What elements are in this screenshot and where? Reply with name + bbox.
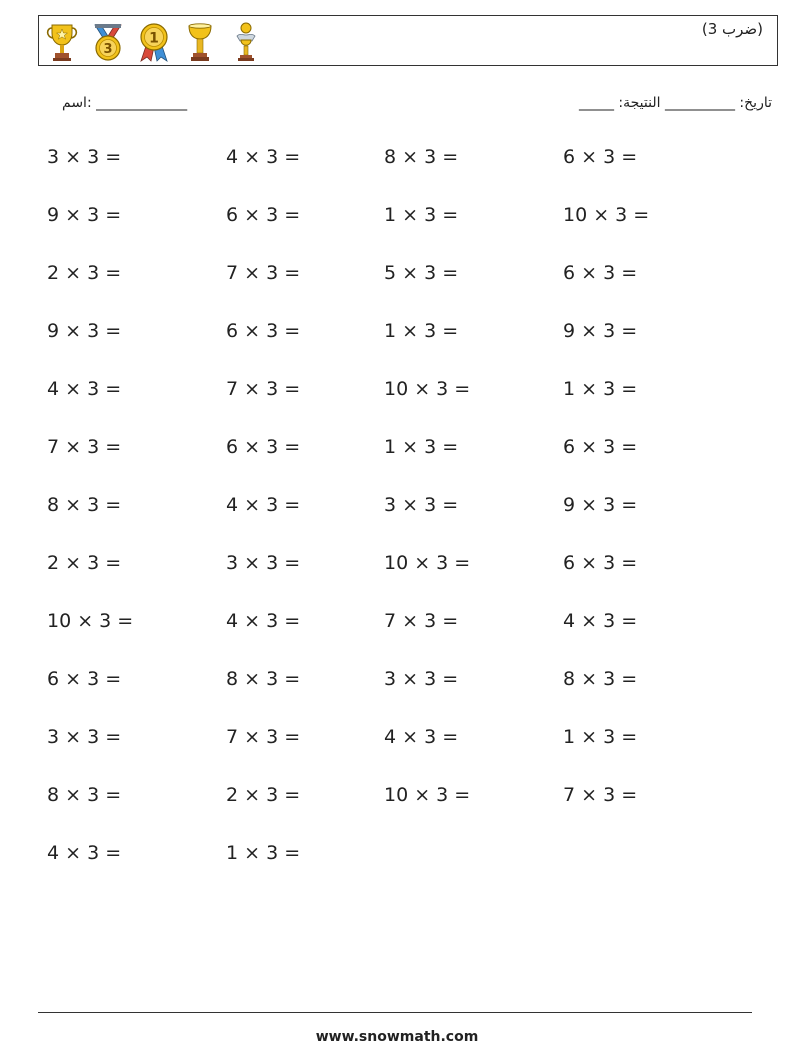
name-field: اسم: _____________ [62,95,188,111]
multiplication-problem: 6 × 3 = [563,552,638,574]
multiplication-problem: 4 × 3 = [226,146,301,168]
multiplication-problem: 1 × 3 = [384,320,459,342]
multiplication-problem: 9 × 3 = [47,320,122,342]
trophy-goblet-icon [183,21,217,63]
multiplication-problem: 10 × 3 = [384,784,471,806]
multiplication-problem: 2 × 3 = [47,262,122,284]
award-figure-icon [229,21,263,63]
multiplication-problem: 3 × 3 = [384,494,459,516]
multiplication-problem: 3 × 3 = [226,552,301,574]
medal-1-icon [137,21,171,63]
date-score-field: _____ :تاريخ: __________ النتيجة [578,95,772,111]
multiplication-problem: 7 × 3 = [226,262,301,284]
multiplication-problem: 9 × 3 = [47,204,122,226]
multiplication-problem: 1 × 3 = [226,842,301,864]
multiplication-problem: 6 × 3 = [226,204,301,226]
multiplication-problem: 7 × 3 = [47,436,122,458]
multiplication-problem: 5 × 3 = [384,262,459,284]
svg-text:1: 1 [149,30,159,47]
multiplication-problem: 7 × 3 = [226,378,301,400]
multiplication-problem: 8 × 3 = [384,146,459,168]
multiplication-problem: 6 × 3 = [47,668,122,690]
multiplication-problem: 8 × 3 = [226,668,301,690]
worksheet-header [38,15,778,66]
multiplication-problem: 4 × 3 = [226,610,301,632]
multiplication-problem: 4 × 3 = [384,726,459,748]
multiplication-problem: 3 × 3 = [47,146,122,168]
trophy-cup-icon [45,21,79,63]
multiplication-problem: 4 × 3 = [226,494,301,516]
multiplication-problem: 8 × 3 = [47,494,122,516]
multiplication-problem: 6 × 3 = [226,436,301,458]
multiplication-problem: 7 × 3 = [384,610,459,632]
multiplication-problem: 4 × 3 = [47,378,122,400]
svg-text:3: 3 [103,42,113,57]
multiplication-problem: 7 × 3 = [226,726,301,748]
multiplication-problem: 2 × 3 = [47,552,122,574]
multiplication-problem: 9 × 3 = [563,494,638,516]
multiplication-problem: 1 × 3 = [384,436,459,458]
multiplication-problem: 4 × 3 = [563,610,638,632]
multiplication-problem: 6 × 3 = [226,320,301,342]
multiplication-problem: 10 × 3 = [384,552,471,574]
multiplication-problem: 6 × 3 = [563,146,638,168]
medal-3-icon [91,21,125,63]
multiplication-problem: 1 × 3 = [563,726,638,748]
multiplication-problem: 2 × 3 = [226,784,301,806]
multiplication-problem: 3 × 3 = [384,668,459,690]
multiplication-problem: 8 × 3 = [47,784,122,806]
multiplication-problem: 6 × 3 = [563,262,638,284]
multiplication-problem: 10 × 3 = [563,204,650,226]
award-icons [45,21,263,63]
multiplication-problem: 6 × 3 = [563,436,638,458]
multiplication-problem: 8 × 3 = [563,668,638,690]
multiplication-problem: 7 × 3 = [563,784,638,806]
multiplication-problem: 1 × 3 = [563,378,638,400]
multiplication-problem: 1 × 3 = [384,204,459,226]
footer-divider [38,1012,752,1013]
multiplication-problem: 9 × 3 = [563,320,638,342]
multiplication-problem: 10 × 3 = [47,610,134,632]
worksheet-title: (ضرب 3) [701,20,763,38]
multiplication-problem: 10 × 3 = [384,378,471,400]
footer-url: www.snowmath.com [315,1029,479,1045]
multiplication-problem: 3 × 3 = [47,726,122,748]
multiplication-problem: 4 × 3 = [47,842,122,864]
